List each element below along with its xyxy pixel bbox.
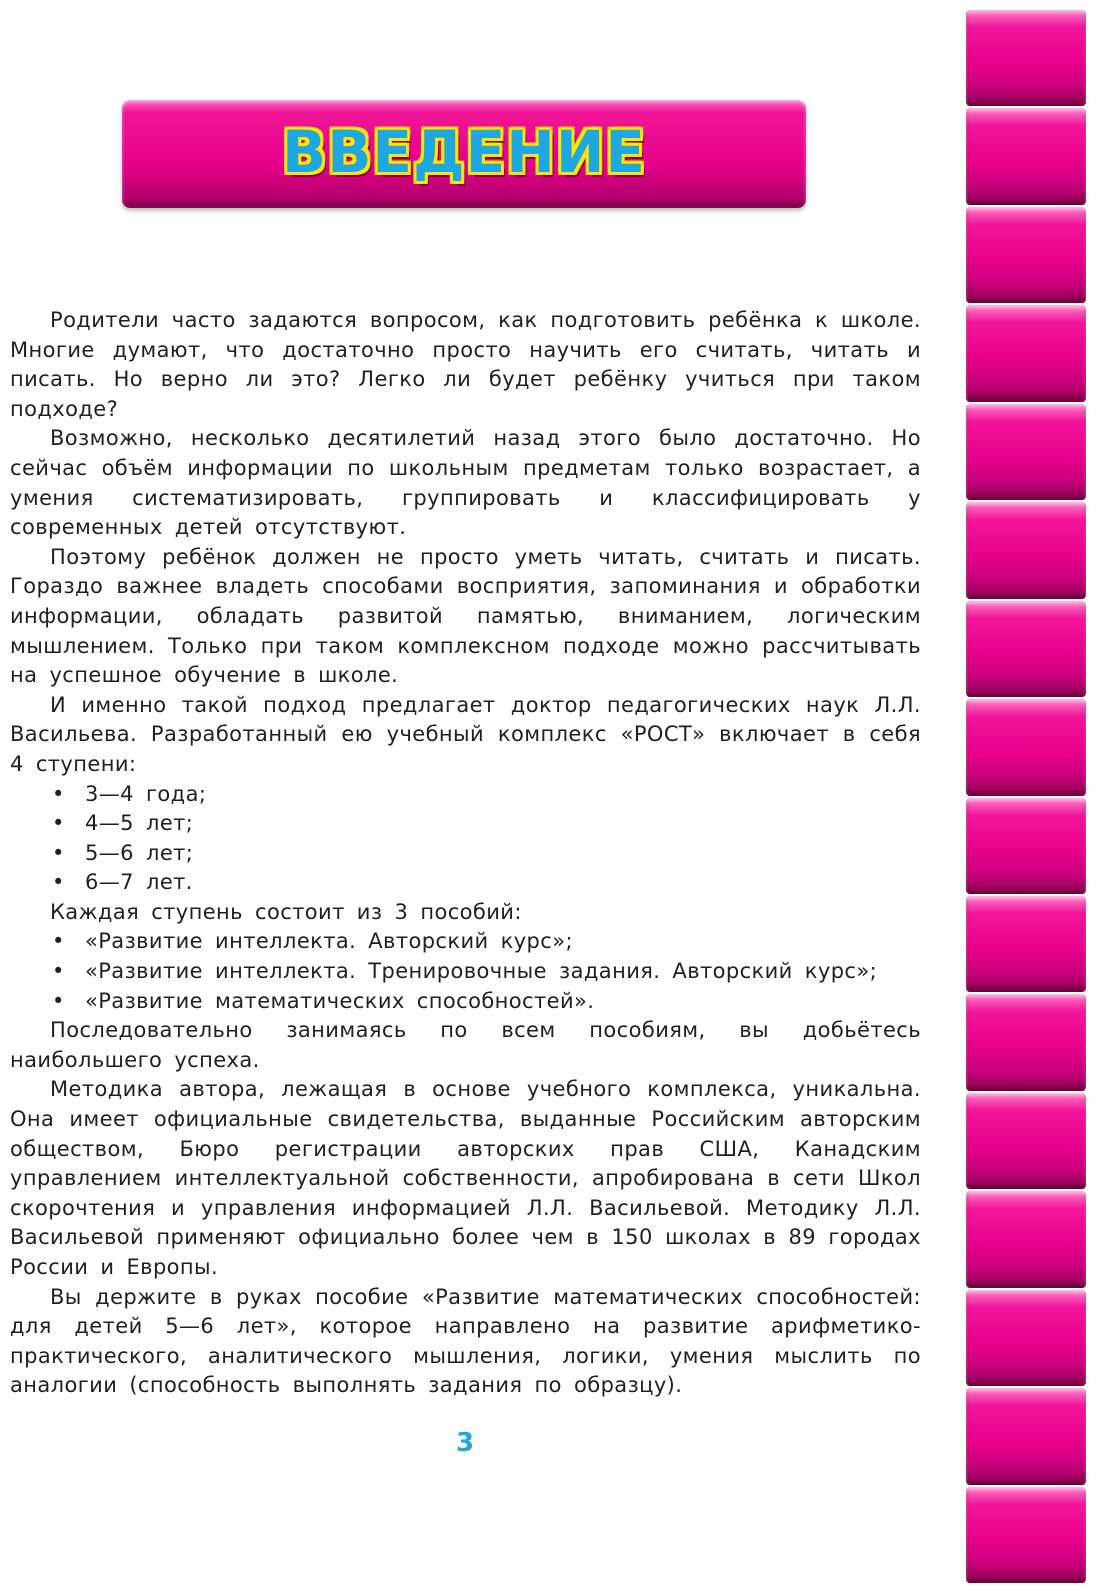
- strip-block: [966, 699, 1086, 795]
- intro-text: [10, 306, 921, 1401]
- strip-block: [966, 994, 1086, 1090]
- strip-block: [966, 502, 1086, 598]
- strip-block: [966, 798, 1086, 894]
- paragraph: Последовательно занимаясь по всем пособиям, вы добьётесь наибольшего успеха.: [10, 1018, 921, 1072]
- strip-block: [966, 108, 1086, 204]
- list-item: • 5—6 лет;: [10, 839, 921, 869]
- strip-block: [966, 1093, 1086, 1189]
- strip-block: [966, 305, 1086, 401]
- list-item: • «Развитие математических способностей».: [10, 987, 921, 1017]
- list-item: • «Развитие интеллекта. Тренировочные задания. Авторский курс»;: [10, 957, 921, 987]
- paragraph: Вы держите в руках пособие «Развитие математических способностей: для детей 5—6 лет», которое направлено на развитие арифметико-практического, аналитического мышления, логики, умения мыслить по аналогии (способность выполнять задания по образцу).: [10, 1284, 921, 1398]
- title-banner: [122, 100, 806, 208]
- paragraph: Родители часто задаются вопросом, как подготовить ребёнка к школе. Многие думают, что достаточно просто научить его считать, читать и писать. Но верно ли это? Легко ли будет ребёнку учиться при таком подходе?: [10, 308, 921, 421]
- page-number: 3: [455, 1428, 475, 1458]
- paragraph: Возможно, несколько десятилетий назад этого было достаточно. Но сейчас объём информации по школьным предметам только возрастает, а умения систематизировать, группировать и классифицировать у современных детей отсутствуют.: [10, 426, 921, 540]
- list-item: • 4—5 лет;: [10, 809, 921, 839]
- list-item: • «Развитие интеллекта. Авторский курс»;: [10, 927, 921, 957]
- paragraph: Методика автора, лежащая в основе учебного комплекса, уникальна. Она имеет официальные свидетельства, выданные Российским авторским обществом, Бюро регистрации авторских прав США, Канадским управлением интеллектуальной собственности, апробирована в сети Школ скорочтения и управления информацией Л.Л. Васильевой. Методику Л.Л. Васильевой применяют официально более чем в 150 школах в 89 городах России и Европы.: [10, 1077, 921, 1279]
- strip-block: [966, 1487, 1086, 1583]
- strip-block: [966, 1290, 1086, 1386]
- strip-block: [966, 404, 1086, 500]
- strip-block: [966, 207, 1086, 303]
- stage-intro: Каждая ступень состоит из 3 пособий:: [50, 899, 522, 924]
- manuals-list: [10, 927, 921, 1016]
- page-title: ВВЕДЕНИЕ: [281, 118, 646, 186]
- strip-block: [966, 10, 1086, 106]
- list-item: • 6—7 лет.: [10, 868, 921, 898]
- stages-list: [10, 780, 921, 898]
- strip-block: [966, 1191, 1086, 1287]
- strip-block: [966, 1388, 1086, 1484]
- paragraph: И именно такой подход предлагает доктор педагогических наук Л.Л. Васильева. Разработанный ею учебный комплекс «РОСТ» включает в себя 4 ступени:: [10, 692, 921, 776]
- strip-block: [966, 601, 1086, 697]
- paragraph: Поэтому ребёнок должен не просто уметь читать, считать и писать. Гораздо важнее владеть способами восприятия, запоминания и обработки информации, обладать развитой памятью, вниманием, логическим мышлением. Только при таком комплексном подходе можно рассчитывать на успешное обучение в школе.: [10, 544, 921, 688]
- list-item: • 3—4 года;: [10, 780, 921, 810]
- decorative-side-strip: [966, 10, 1086, 1585]
- strip-block: [966, 896, 1086, 992]
